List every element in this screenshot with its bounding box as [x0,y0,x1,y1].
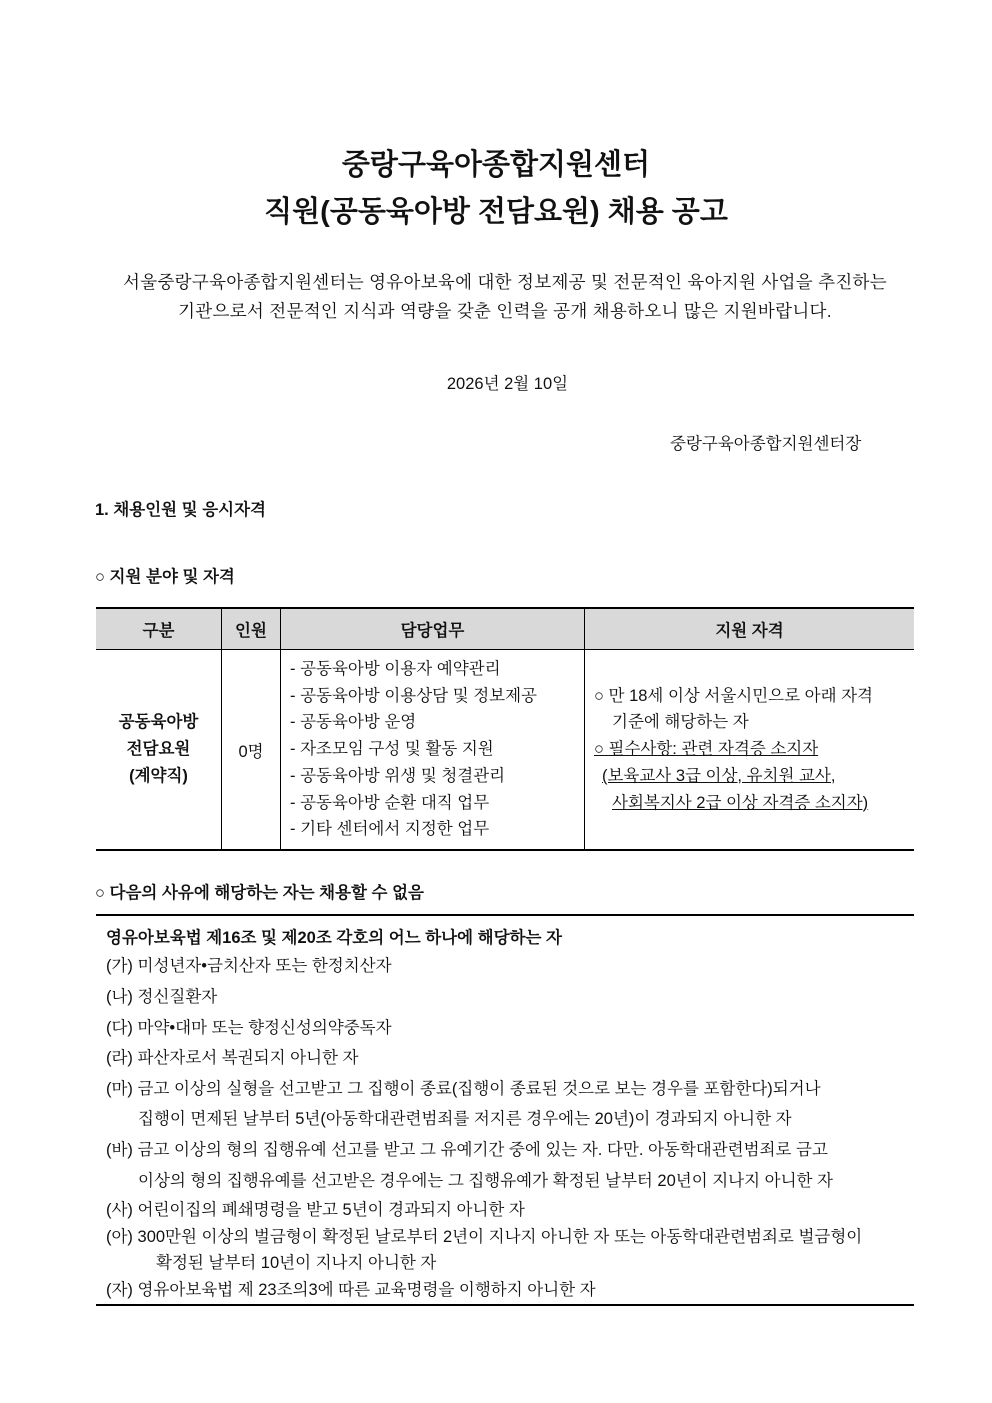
list-item: (나) 정신질환자 [106,988,218,1006]
list-item: (바) 금고 이상의 형의 집행유예 선고를 받고 그 유예기간 중에 있는 자. 다만. 아동학대관련범죄로 금고 [106,1141,828,1159]
header-duties: 담당업무 [281,608,585,650]
title-line2: 직원(공동육아방 전담요원) 채용 공고 [264,196,728,228]
qualification-item [586,790,913,817]
qualification-item: ○ 만 18세 이상 서울시민으로 아래 자격 [594,686,873,705]
license-list: 사회복지사 2급 이상 자격증 소지자) [612,793,869,812]
list-item-continuation: 이상의 형의 집행유예를 선고받은 경우에는 그 집행유예가 확정된 날부터 20년이 지나지 아니한 자 [138,1172,833,1190]
header-headcount: 인원 [222,608,281,650]
category-cell [96,650,222,851]
list-item: (라) 파산자로서 복권되지 아니한 자 [106,1049,359,1067]
list-item: (자) 영유아보육법 제 23조의3에 따른 교육명령을 이행하지 아니한 자 [106,1281,596,1299]
announcement-date: 2026년 2월 10일 [446,375,569,393]
list-item: (사) 어린이집의 폐쇄명령을 받고 5년이 경과되지 아니한 자 [106,1201,525,1219]
table-row [96,650,914,851]
list-item: (가) 미성년자•금치산자 또는 한정치산자 [106,957,392,975]
headcount-cell: 0명 [222,650,281,851]
category-text: (계약직) [129,767,188,785]
qualification-item [586,736,913,763]
duties-cell [281,650,585,851]
qualification-item [586,763,913,790]
duty-item: - 공동육아방 이용자 예약관리 [290,660,501,679]
list-item: (다) 마약•대마 또는 향정신성의약중독자 [106,1019,392,1037]
list-item: (마) 금고 이상의 실형을 선고받고 그 집행이 종료(집행이 종료된 것으로 보는 경우를 포함한다)되거나 [106,1080,821,1098]
subsection-heading: ○ 다음의 사유에 해당하는 자는 채용할 수 없음 [95,884,424,902]
duty-item: - 자조모임 구성 및 활동 지원 [290,740,494,759]
signer: 중랑구육아종합지원센터장 [670,435,862,453]
table-header-row [96,608,914,650]
required-qualification: ○ 필수사항: 관련 자격증 소지자 [594,740,819,759]
title-line1: 중랑구육아종합지원센터 [341,149,651,181]
recruitment-table [96,607,914,851]
intro-line2: 기관으로서 전문적인 지식과 역량을 갖춘 인력을 공개 채용하오니 많은 지원바랍니다. [178,301,832,321]
subsection-heading: ○ 지원 분야 및 자격 [95,568,235,586]
list-item-continuation: 확정된 날부터 10년이 지나지 아니한 자 [156,1254,437,1272]
category-text: 전담요원 [126,740,191,758]
qualifications-cell [585,650,915,851]
list-item-continuation: 집행이 면제된 날부터 5년(아동학대관련범죄를 저지른 경우에는 20년)이 경과되지 아니한 자 [138,1110,792,1128]
duty-item: - 공동육아방 이용상담 및 정보제공 [290,686,537,705]
duty-item: - 공동육아방 위생 및 청결관리 [290,766,506,785]
duty-item: - 공동육아방 순환 대직 업무 [290,793,490,812]
exclusion-box [96,914,914,1306]
header-category: 구분 [96,608,222,650]
intro-line1: 서울중랑구육아종합지원센터는 영유아보육에 대한 정보제공 및 전문적인 육아지원 사업을 추진하는 [123,272,887,292]
exclusion-heading: 영유아보육법 제16조 및 제20조 각호의 어느 하나에 해당하는 자 [106,929,562,947]
section-heading: 1. 채용인원 및 응시자격 [95,501,266,519]
license-list: (보육교사 3급 이상, 유치원 교사, [602,766,836,785]
qualification-item: 기준에 해당하는 자 [612,713,749,732]
duty-item: - 공동육아방 운영 [290,713,417,732]
category-text: 공동육아방 [118,713,199,731]
header-qualifications: 지원 자격 [585,608,915,650]
duty-item: - 기타 센터에서 지정한 업무 [290,820,490,839]
list-item: (아) 300만원 이상의 벌금형이 확정된 날로부터 2년이 지나지 아니한 자 또는 아동학대관련범죄로 벌금형이 [106,1228,863,1246]
